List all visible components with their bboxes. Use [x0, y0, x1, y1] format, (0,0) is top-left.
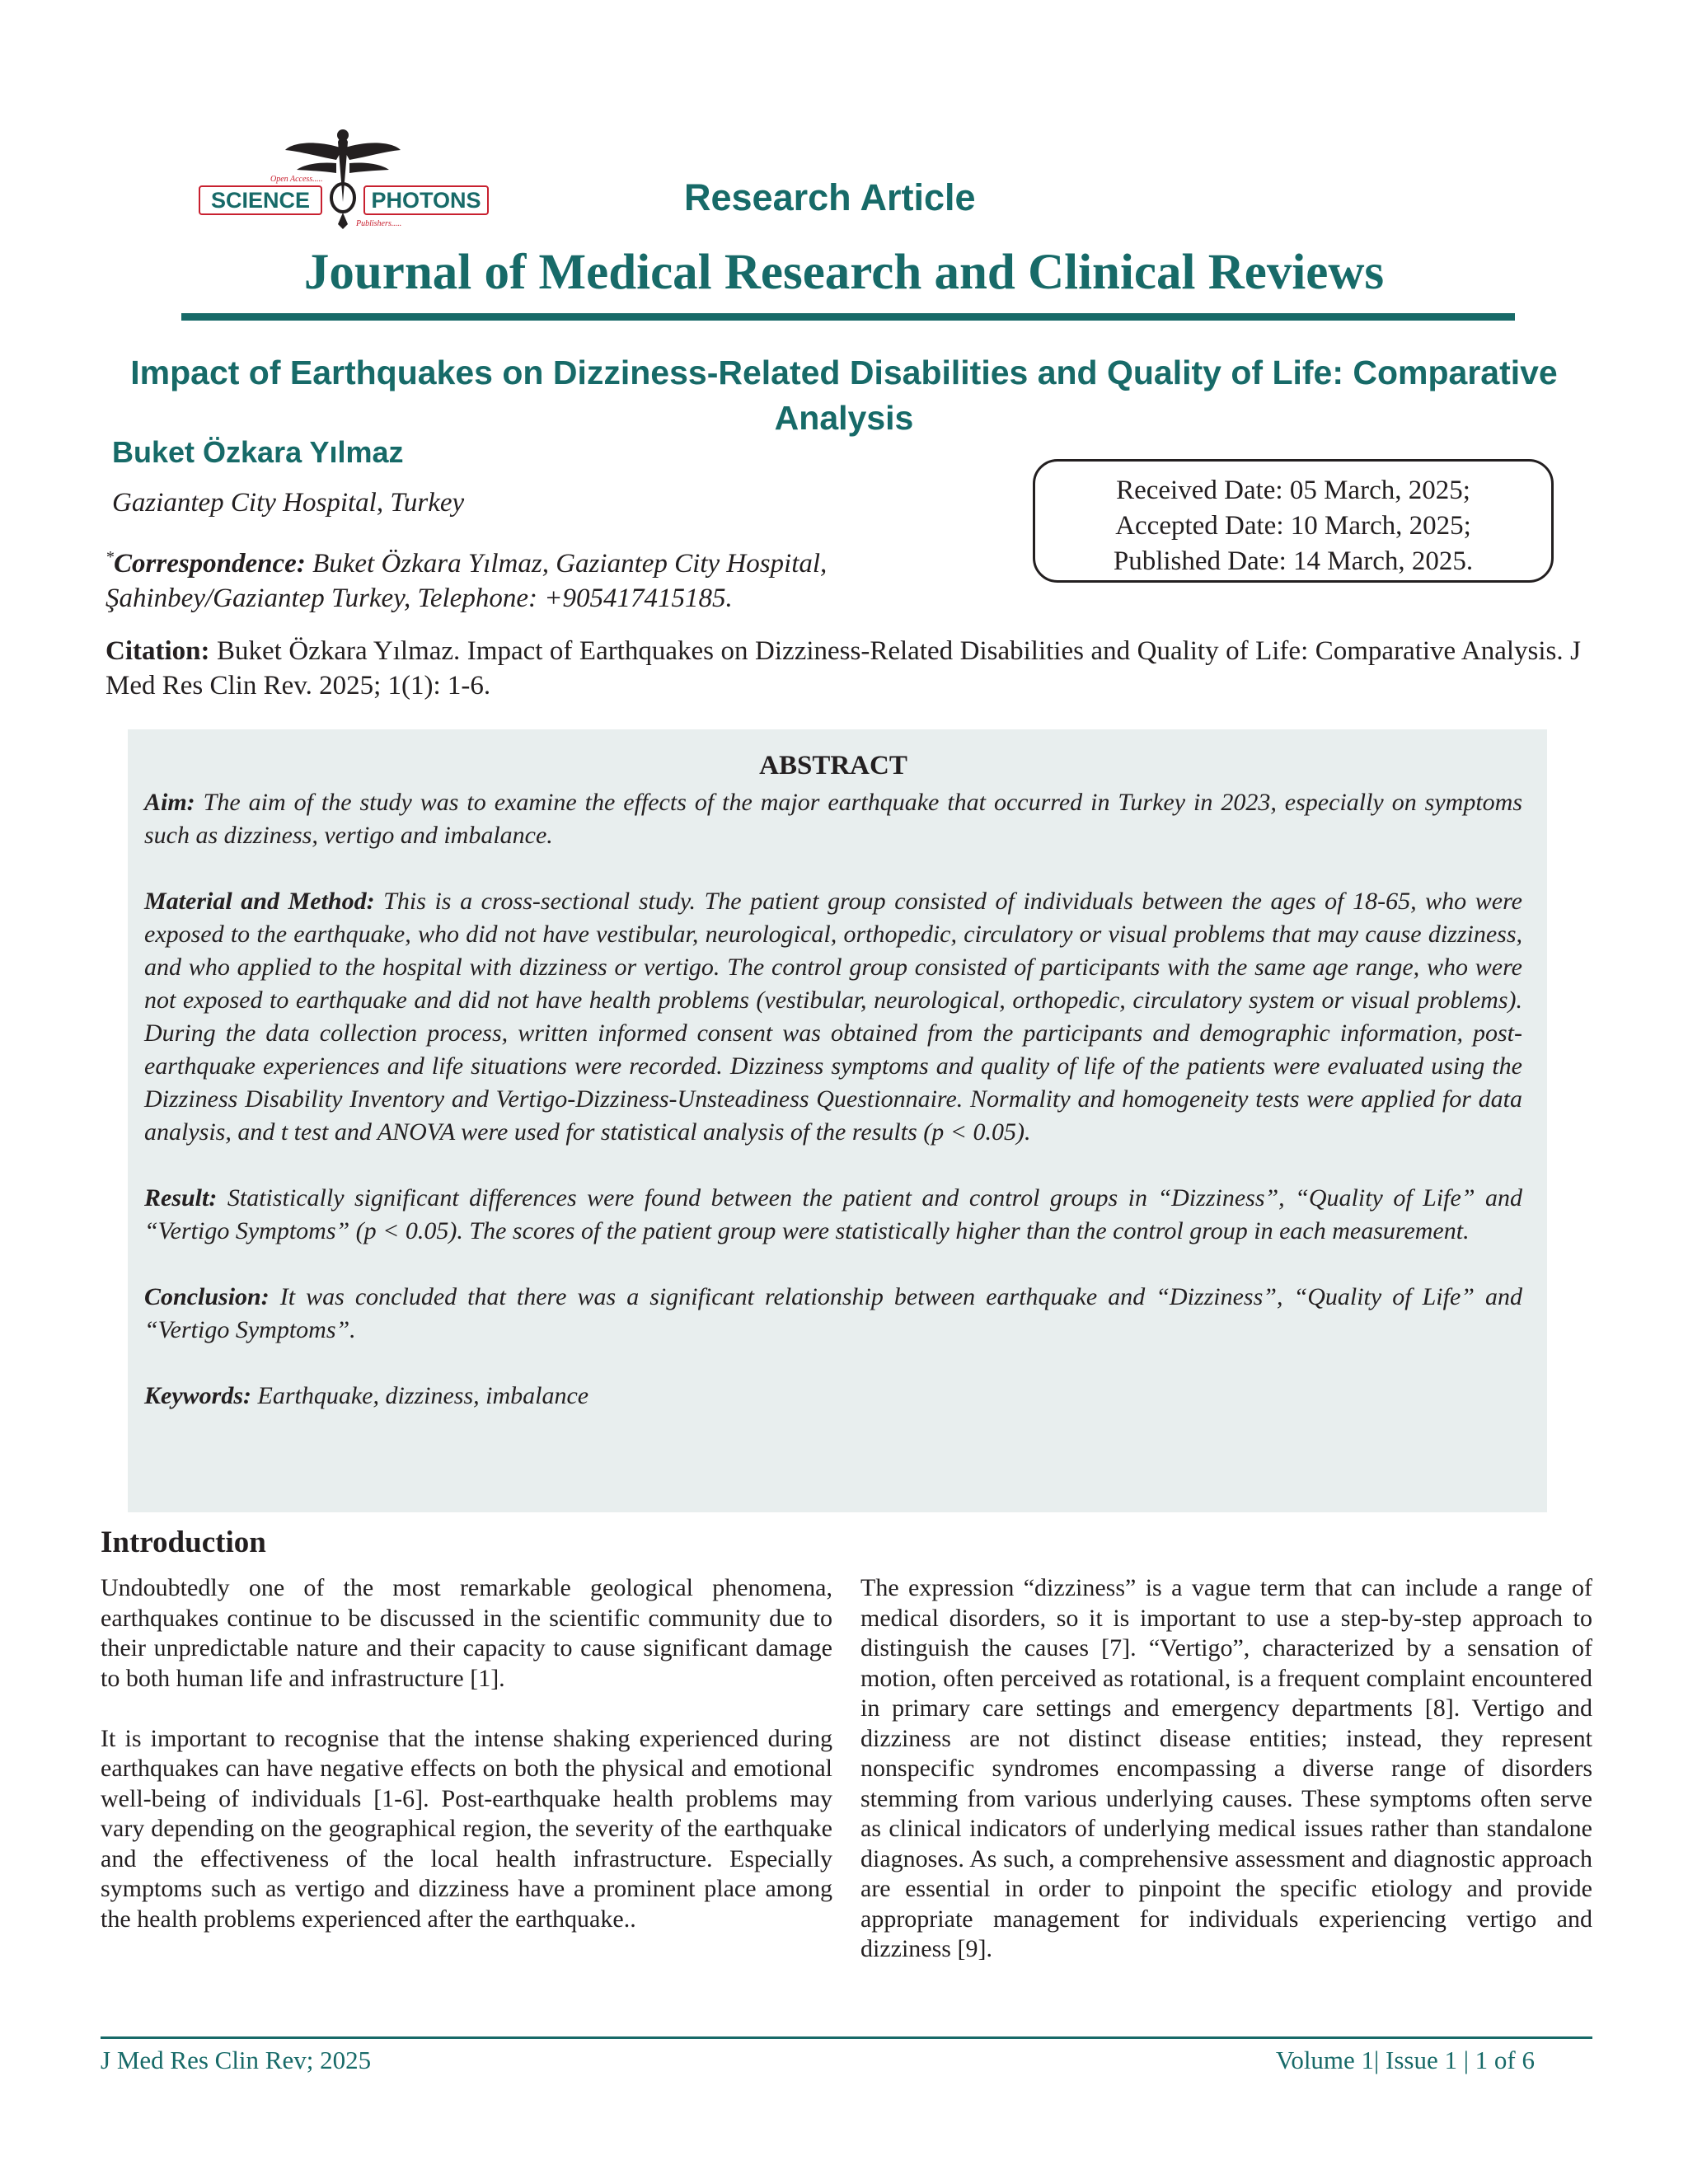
abstract-box: [128, 729, 1547, 1512]
intro-paragraph-2: It is important to recognise that the intense shaking experienced during earthquakes can have negative effects on both the physical and emotional well-being of individuals [1-6]. Post-earthquake health problems may vary depending on the geographical region, the severity of the earthquake and the effectiveness of the local health infrastructure. Especially symptoms such as vertigo and dizziness have a prominent place among the health problems experienced after the earthquake..: [101, 1724, 832, 1933]
intro-paragraph-3: The expression “dizziness” is a vague term that can include a range of medical disorders, so it is important to use a step-by-step approach to distinguish the causes [7]. “Vertigo”, characterized by a sensation of motion, often perceived as rotational, is a frequent complaint encountered in primary care settings and emergency departments [8]. Vertigo and dizziness are not distinct disease entities; instead, they represent nonspecific syndromes encompassing a diverse range of disorders stemming from various underlying causes. These symptoms often serve as clinical indicators of underlying medical issues rather than standalone diagnoses. As such, a comprehensive assessment and diagnostic approach are essential in order to pinpoint the specific etiology and provide appropriate management for individuals experiencing vertigo and dizziness [9].: [860, 1574, 1592, 1962]
left-column: [101, 1573, 832, 1965]
paper-title: Impact of Earthquakes on Dizziness-Related Disabilities and Quality of Life: Comparative Analysis: [130, 354, 1558, 437]
svg-text:Publishers.....: Publishers.....: [356, 219, 402, 228]
keywords-text: Earthquake, dizziness, imbalance: [257, 1382, 589, 1409]
result-label: Result:: [144, 1184, 218, 1212]
result-text: Statistically significant differences were found between the patient and control groups in “Dizziness”, “Quality of Life” and “Vertigo Symptoms” (p < 0.05). The scores of the patient group were statistically higher than the control group in each measurement.: [144, 1184, 1522, 1244]
title-divider: [181, 313, 1515, 321]
citation-text: Buket Özkara Yılmaz. Impact of Earthquakes on Dizziness-Related Disabilities and Quality of Life: Comparative Analysis. J Med Res Clin Rev. 2025; 1(1): 1-6.: [106, 636, 1581, 701]
author-affiliation: Gaziantep City Hospital, Turkey: [112, 488, 465, 518]
publisher-logo: [195, 124, 491, 231]
footer-page-info: Volume 1| Issue 1 | 1 of 6: [1275, 2046, 1535, 2074]
conclusion-label: Conclusion:: [144, 1283, 270, 1310]
article-type-label: Research Article: [684, 176, 976, 218]
introduction-heading: Introduction: [101, 1526, 266, 1559]
journal-title: Journal of Medical Research and Clinical Reviews: [303, 245, 1385, 300]
abstract-keywords: [144, 1380, 1522, 1413]
svg-text:Open Access.....: Open Access.....: [270, 175, 323, 184]
abstract-result: [144, 1182, 1522, 1248]
right-column: [860, 1573, 1592, 1994]
citation-block: [106, 634, 1581, 703]
conclusion-text: It was concluded that there was a significant relationship between earthquake and “Dizziness”, “Quality of Life” and “Vertigo Symptoms”.: [144, 1283, 1522, 1343]
abstract-method: [144, 885, 1522, 1149]
footer-journal: J Med Res Clin Rev; 2025: [101, 2046, 372, 2074]
citation-label: Citation:: [106, 636, 210, 666]
correspondence-mark: *: [106, 548, 114, 566]
correspondence-block: [106, 540, 971, 616]
correspondence-text: Buket Özkara Yılmaz, Gaziantep City Hospital, Şahinbey/Gaziantep Turkey, Telephone: +905417415185.: [106, 549, 828, 613]
footer-divider: [101, 2036, 1592, 2039]
abstract-conclusion: [144, 1281, 1522, 1347]
logo-right-word: PHOTONS: [371, 188, 481, 213]
accepted-date: Accepted Date: 10 March, 2025;: [1115, 511, 1471, 541]
aim-text: The aim of the study was to examine the effects of the major earthquake that occurred in Turkey in 2023, especially on symptoms such as dizziness, vertigo and imbalance.: [144, 789, 1522, 849]
abstract-heading: ABSTRACT: [759, 751, 907, 780]
logo-left-word: SCIENCE: [210, 188, 311, 213]
keywords-label: Keywords:: [144, 1382, 251, 1409]
aim-label: Aim:: [144, 789, 195, 816]
author-name: Buket Özkara Yılmaz: [112, 435, 404, 469]
method-label: Material and Method:: [144, 888, 375, 915]
received-date: Received Date: 05 March, 2025;: [1116, 476, 1470, 505]
published-date: Published Date: 14 March, 2025.: [1113, 546, 1474, 576]
dates-box: [1033, 459, 1554, 583]
method-text: This is a cross-sectional study. The patient group consisted of individuals between the ages of 18-65, who were exposed to the earthquake, who did not have vestibular, neurological, orthopedic, circulatory or visual problems that may cause dizziness, and who applied to the hospital with dizziness or vertigo. The control group consisted of participants with the same age range, who were not exposed to earthquake and did not have health problems (vestibular, neurological, orthopedic, circulatory system or visual problems). During the data collection process, written informed consent was obtained from the participants and demographic information, post-earthquake experiences and life situations were recorded. Dizziness symptoms and quality of life of the patients were evaluated using the Dizziness Disability Inventory and Vertigo-Dizziness-Unsteadiness Questionnaire. Normality and homogeneity tests were applied for data analysis, and t test and ANOVA were used for statistical analysis of the results (p < 0.05).: [144, 888, 1522, 1146]
abstract-aim: [144, 786, 1522, 852]
correspondence-label: Correspondence:: [114, 549, 306, 579]
intro-paragraph-1: Undoubtedly one of the most remarkable geological phenomena, earthquakes continue to be discussed in the scientific community due to their unpredictable nature and their capacity to cause significant damage to both human life and infrastructure [1].: [101, 1574, 832, 1692]
